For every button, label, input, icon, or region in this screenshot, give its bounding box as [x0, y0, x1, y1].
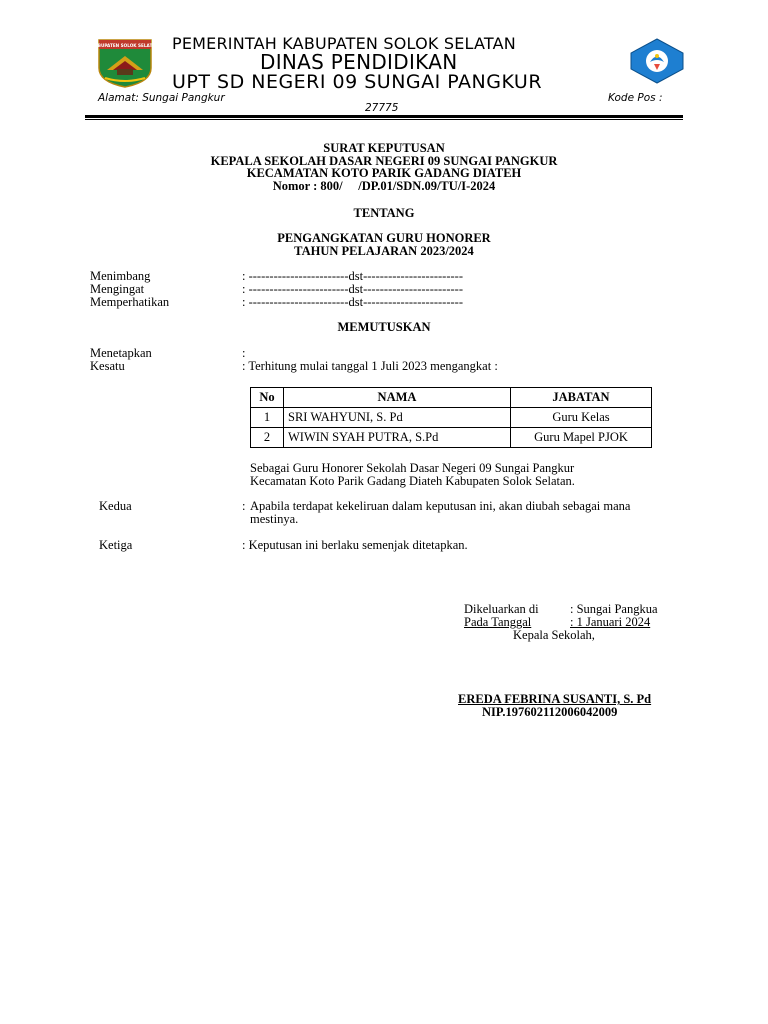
- issued-at-value: : Sungai Pangkua: [570, 602, 658, 616]
- column-header-jabatan: JABATAN: [511, 388, 652, 408]
- table-header-row: [251, 388, 652, 408]
- ketiga-value: : Keputusan ini berlaku semenjak ditetapkan.: [242, 538, 468, 552]
- letterhead-school: UPT SD NEGERI 09 SUNGAI PANGKUR: [172, 71, 543, 93]
- menimbang-value: : ------------------------dst------------------------: [242, 269, 463, 283]
- signer-name: EREDA FEBRINA SUSANTI, S. Pd: [458, 692, 652, 706]
- row-name: WIWIN SYAH PUTRA, S.Pd: [284, 428, 511, 448]
- row-position: Guru Kelas: [511, 408, 652, 428]
- issued-at-label: Dikeluarkan di: [464, 602, 539, 616]
- row-name: SRI WAHYUNI, S. Pd: [284, 408, 511, 428]
- row-position: Guru Mapel PJOK: [511, 428, 652, 448]
- column-header-nama: NAMA: [284, 388, 511, 408]
- table-note-line1: Sebagai Guru Honorer Sekolah Dasar Negeri 09 Sungai Pangkur: [250, 461, 575, 475]
- decree-district: KECAMATAN KOTO PARIK GADANG DIATEH: [246, 166, 522, 180]
- date-label: Pada Tanggal: [464, 615, 532, 629]
- postal-code-label: Kode Pos :: [608, 92, 663, 104]
- ketiga-label: Ketiga: [99, 538, 133, 552]
- row-number: 1: [251, 408, 284, 428]
- letterhead-department: DINAS PENDIDIKAN: [260, 50, 458, 74]
- memperhatikan-label: Memperhatikan: [90, 295, 170, 309]
- date-value: : 1 Januari 2024: [570, 615, 651, 629]
- decree-issuer: KEPALA SEKOLAH DASAR NEGERI 09 SUNGAI PANGKUR: [210, 154, 558, 168]
- decree-subject: PENGANGKATAN GURU HONORER: [277, 231, 491, 245]
- decree-title: SURAT KEPUTUSAN: [323, 141, 445, 155]
- kedua-colon: :: [242, 499, 246, 513]
- memperhatikan-value: : ------------------------dst------------------------: [242, 295, 463, 309]
- letterhead-divider-thin: [85, 119, 683, 120]
- kedua-text-line1: Apabila terdapat kekeliruan dalam keputusan ini, akan diubah sebagai mana: [250, 499, 631, 513]
- mengingat-value: : ------------------------dst------------------------: [242, 282, 463, 296]
- letterhead-divider-thick: [85, 115, 683, 118]
- kesatu-label: Kesatu: [90, 359, 125, 373]
- about-label: TENTANG: [353, 206, 415, 220]
- tut-wuri-handayani-logo: [628, 38, 686, 84]
- menetapkan-colon: :: [242, 346, 246, 360]
- honorary-teacher-table: [250, 387, 652, 448]
- decree-number: Nomor : 800/ /DP.01/SDN.09/TU/I-2024: [272, 179, 496, 193]
- kedua-label: Kedua: [99, 499, 132, 513]
- school-address: Alamat: Sungai Pangkur: [98, 92, 225, 104]
- decree-academic-year: TAHUN PELAJARAN 2023/2024: [294, 244, 474, 258]
- mengingat-label: Mengingat: [90, 282, 145, 296]
- postal-code: 27775: [365, 102, 399, 114]
- row-number: 2: [251, 428, 284, 448]
- table-row: [251, 408, 652, 428]
- table-note-line2: Kecamatan Koto Parik Gadang Diateh Kabupaten Solok Selatan.: [250, 474, 575, 488]
- kesatu-value: : Terhitung mulai tanggal 1 Juli 2023 mengangkat :: [242, 359, 498, 373]
- letterhead-government: PEMERINTAH KABUPATEN SOLOK SELATAN: [172, 34, 516, 53]
- menimbang-label: Menimbang: [90, 269, 151, 283]
- signer-nip: NIP.197602112006042009: [482, 705, 618, 719]
- regency-logo: [91, 38, 159, 88]
- signer-position: Kepala Sekolah,: [513, 628, 595, 642]
- decide-label: MEMUTUSKAN: [337, 320, 431, 334]
- table-row: [251, 428, 652, 448]
- kedua-text-line2: mestinya.: [250, 512, 299, 526]
- column-header-no: No: [251, 388, 284, 408]
- svg-text:KABUPATEN SOLOK SELATAN: KABUPATEN SOLOK SELATAN: [91, 43, 159, 48]
- menetapkan-label: Menetapkan: [90, 346, 152, 360]
